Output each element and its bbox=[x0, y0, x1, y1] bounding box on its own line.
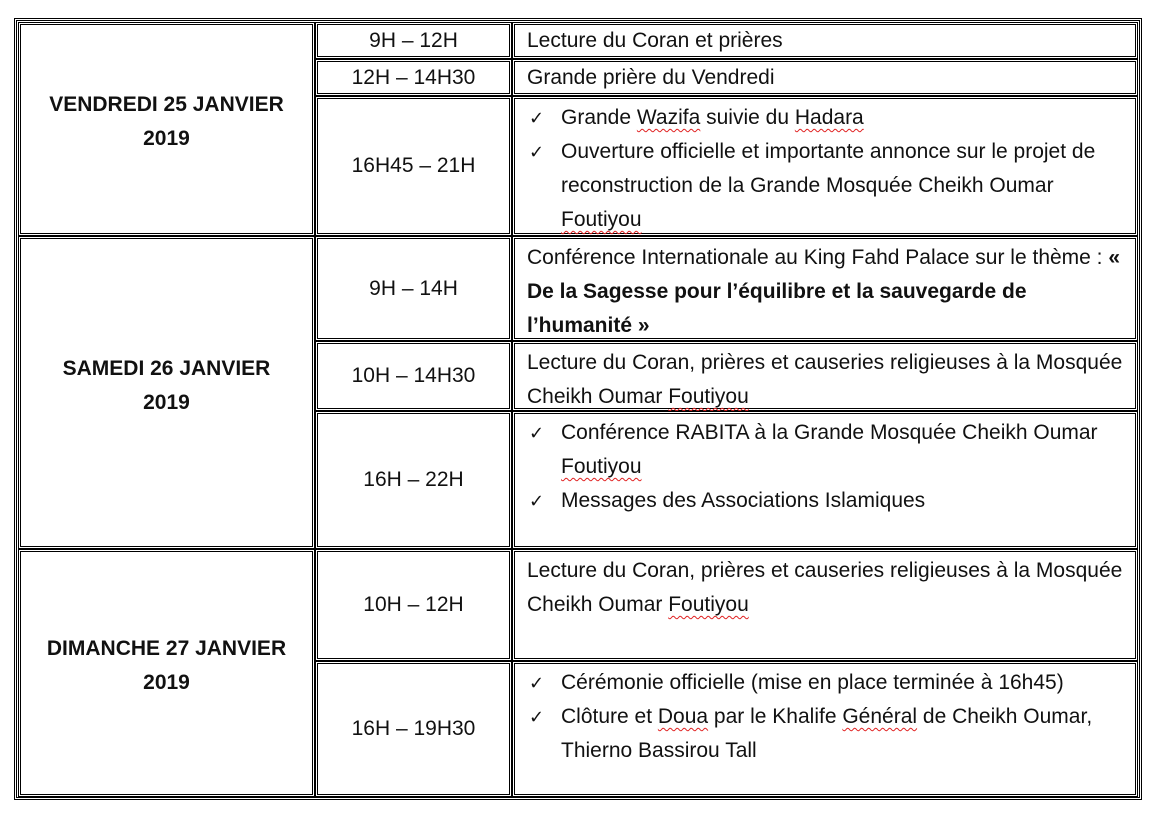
time-cell bbox=[315, 411, 512, 549]
time-label: 12H – 14H30 bbox=[351, 65, 476, 89]
activity-cell: Lecture du Coran, prières et causeries religieuses à la Mosquée Cheikh Oumar Foutiyou bbox=[512, 341, 1138, 411]
time-cell bbox=[315, 661, 512, 797]
time-cell bbox=[315, 96, 512, 236]
activity-item: ✓ Messages des Associations Islamiques bbox=[527, 484, 1125, 518]
conference-theme: « De la Sagesse pour l’équilibre et la sauvegarde de l’humanité » bbox=[527, 246, 1121, 337]
activity-item: ✓ Grande Wazifa suivie du Hadara bbox=[527, 101, 1125, 135]
check-icon: ✓ bbox=[529, 673, 545, 693]
day-year: 2019 bbox=[143, 390, 190, 414]
time-label: 16H45 – 21H bbox=[351, 154, 476, 177]
time-label: 9H – 12H bbox=[369, 28, 458, 52]
check-icon: ✓ bbox=[529, 707, 545, 727]
activity-text: Conférence Internationale au King Fahd Palace sur le thème : bbox=[527, 246, 1109, 269]
check-icon: ✓ bbox=[529, 142, 545, 162]
day-cell-samedi bbox=[18, 236, 315, 549]
activity-cell bbox=[512, 59, 1138, 96]
activity-cell: Lecture du Coran, prières et causeries religieuses à la Mosquée Cheikh Oumar Foutiyou bbox=[512, 549, 1138, 661]
activity-item: ✓ Clôture et Doua par le Khalife Général de Cheikh Oumar, Thierno Bassirou Tall bbox=[527, 700, 1125, 768]
day-label: DIMANCHE 27 JANVIER bbox=[46, 637, 287, 660]
time-cell bbox=[315, 59, 512, 96]
check-icon: ✓ bbox=[529, 423, 545, 443]
time-cell bbox=[315, 22, 512, 59]
time-label: 9H – 14H bbox=[369, 276, 458, 300]
check-icon: ✓ bbox=[529, 491, 545, 511]
activity-cell bbox=[512, 411, 1138, 549]
activity-cell bbox=[512, 236, 1138, 341]
time-label: 16H – 22H bbox=[363, 468, 464, 491]
activity-cell bbox=[512, 22, 1138, 59]
day-year: 2019 bbox=[143, 127, 190, 150]
time-cell bbox=[315, 549, 512, 661]
time-cell bbox=[315, 341, 512, 411]
time-label: 10H – 14H30 bbox=[351, 364, 476, 387]
activity-item: ✓ Cérémonie officielle (mise en place terminée à 16h45) bbox=[527, 666, 1125, 700]
activity-cell bbox=[512, 661, 1138, 797]
day-year: 2019 bbox=[143, 671, 190, 694]
day-cell-vendredi bbox=[18, 22, 315, 236]
time-cell bbox=[315, 236, 512, 341]
time-label: 16H – 19H30 bbox=[351, 717, 476, 740]
time-label: 10H – 12H bbox=[363, 593, 464, 616]
activity-item: ✓ Conférence RABITA à la Grande Mosquée Cheikh Oumar Foutiyou bbox=[527, 416, 1125, 484]
activity-text: Grande prière du Vendredi bbox=[527, 66, 775, 89]
day-cell-dimanche bbox=[18, 549, 315, 797]
day-label: SAMEDI 26 JANVIER bbox=[62, 356, 271, 380]
check-icon: ✓ bbox=[529, 108, 545, 128]
day-label: VENDREDI 25 JANVIER bbox=[49, 93, 284, 116]
activity-item: ✓ Ouverture officielle et importante annonce sur le projet de reconstruction de la Grande Mosquée Cheikh Oumar Foutiyou bbox=[527, 135, 1125, 237]
activity-text: Lecture du Coran et prières bbox=[527, 29, 783, 52]
activity-cell bbox=[512, 96, 1138, 236]
